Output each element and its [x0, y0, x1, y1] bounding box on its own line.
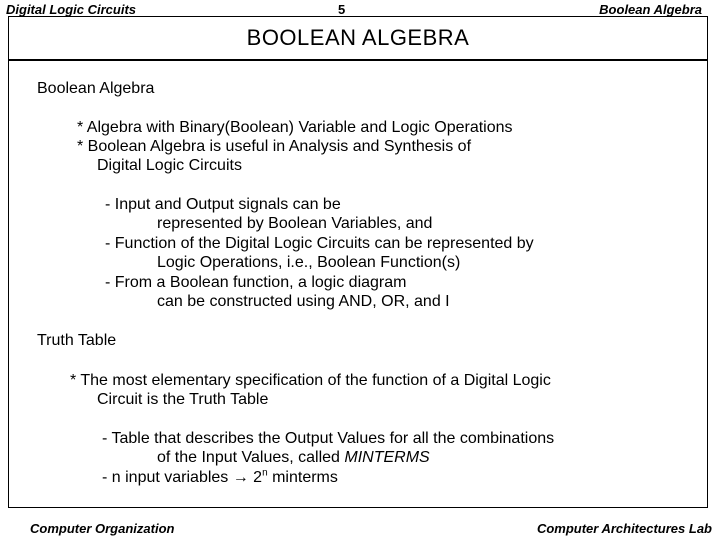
- header-course-title: Digital Logic Circuits: [6, 2, 137, 17]
- section-heading-truth-table: Truth Table: [37, 332, 117, 349]
- header-topic: Boolean Algebra: [599, 2, 702, 17]
- bullet-line: Circuit is the Truth Table: [97, 391, 269, 408]
- bullet-line: Digital Logic Circuits: [97, 157, 242, 174]
- subpoint-line: can be constructed using AND, OR, and I: [157, 293, 450, 310]
- bullet-line: * Boolean Algebra is useful in Analysis and Synthesis of: [77, 138, 472, 155]
- bullet-line: * The most elementary specification of the function of a Digital Logic: [70, 372, 551, 389]
- subpoint-line: - Function of the Digital Logic Circuits can be represented by: [105, 235, 534, 252]
- bullet-line: * Algebra with Binary(Boolean) Variable and Logic Operations: [77, 119, 513, 136]
- footer-course: Computer Organization: [30, 521, 175, 536]
- subpoint-line: [157, 448, 430, 468]
- minterms-term: MINTERMS: [344, 449, 430, 466]
- minterm-count-suffix: minterms: [267, 469, 338, 486]
- footer-lab: Computer Architectures Lab: [536, 521, 712, 536]
- minterm-count-prefix: - n input variables → 2: [102, 469, 263, 486]
- exponent-n: n: [262, 467, 268, 479]
- subpoint-line: Logic Operations, i.e., Boolean Function(s): [157, 254, 461, 271]
- section-heading-boolean-algebra: Boolean Algebra: [37, 80, 155, 97]
- page-number: 5: [338, 2, 346, 17]
- subpoint-line: - Table that describes the Output Values for all the combinations: [102, 430, 555, 447]
- slide-title: BOOLEAN ALGEBRA: [246, 25, 470, 50]
- title-divider: [9, 59, 707, 61]
- subpoint-line: - From a Boolean function, a logic diagram: [105, 274, 407, 291]
- minterms-prefix: of the Input Values, called: [157, 449, 345, 466]
- subpoint-line: [102, 468, 338, 488]
- subpoint-line: represented by Boolean Variables, and: [157, 215, 433, 232]
- subpoint-line: - Input and Output signals can be: [105, 196, 341, 213]
